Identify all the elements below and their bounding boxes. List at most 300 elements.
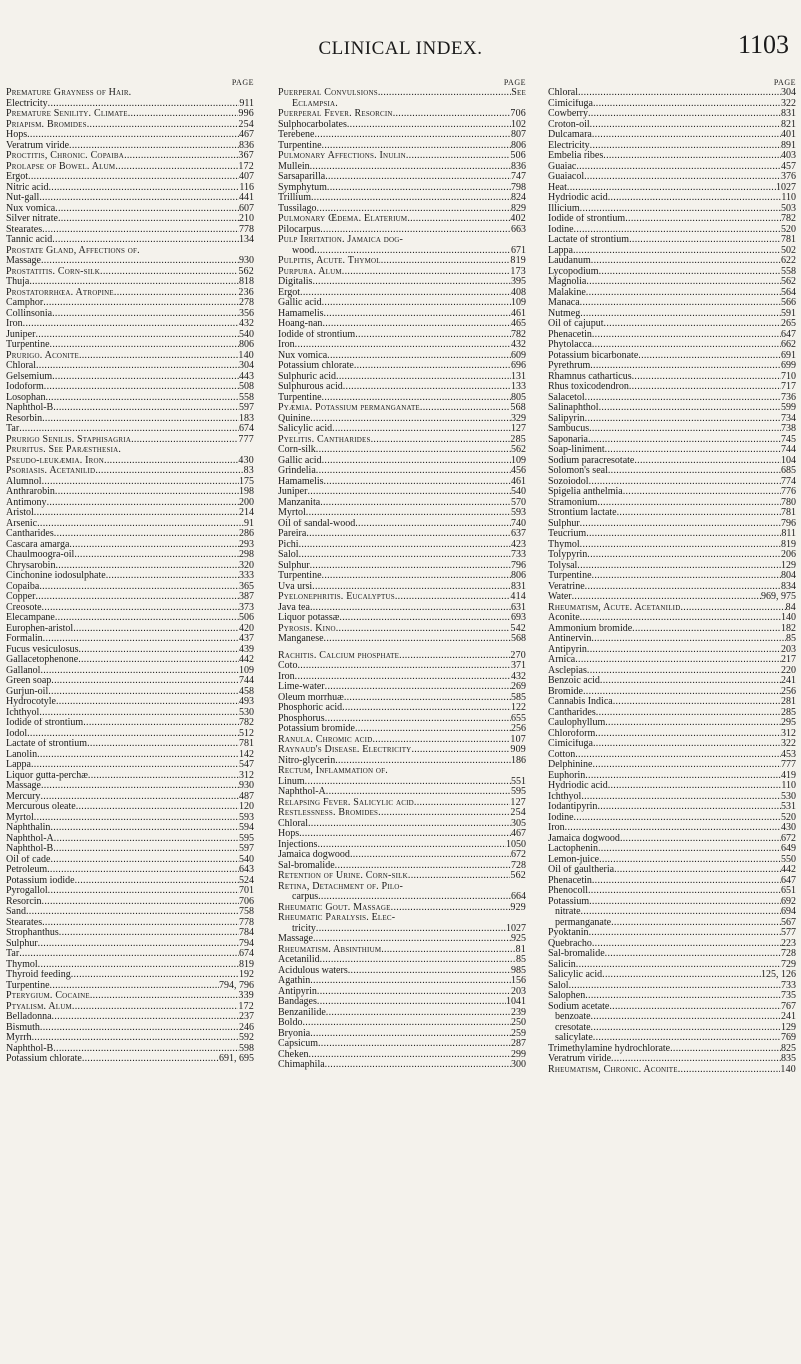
entry-text: Hydrocotyle bbox=[6, 697, 56, 707]
index-entry bbox=[278, 456, 526, 467]
page-reference: 129 bbox=[781, 1022, 796, 1033]
dot-leader bbox=[567, 183, 776, 194]
page-reference: 796 bbox=[781, 518, 796, 529]
dot-leader bbox=[597, 802, 781, 813]
dot-leader bbox=[406, 151, 511, 162]
entry-text: Tannic acid bbox=[6, 235, 53, 245]
dot-leader bbox=[629, 235, 781, 246]
entry-text: Retention of Urine. Corn-silk bbox=[278, 871, 408, 881]
index-entry bbox=[278, 1029, 526, 1040]
dot-leader bbox=[590, 141, 781, 152]
entry-text: Quebracho bbox=[548, 938, 592, 949]
entry-text: Pulpitis, Acute. Thymol bbox=[278, 256, 381, 266]
page-reference: 122 bbox=[511, 703, 526, 713]
entry-text: Bromide bbox=[548, 686, 583, 697]
dot-leader bbox=[23, 319, 239, 330]
dot-leader bbox=[83, 718, 239, 729]
page-reference: 1041 bbox=[506, 997, 526, 1007]
page-reference: 674 bbox=[239, 424, 254, 434]
page-reference: 293 bbox=[239, 539, 254, 550]
dot-leader bbox=[52, 235, 239, 246]
page-reference: 595 bbox=[511, 787, 526, 797]
dot-leader bbox=[58, 214, 239, 225]
page-reference: 782 bbox=[239, 718, 254, 728]
index-entry bbox=[548, 981, 796, 992]
index-entry bbox=[548, 897, 796, 908]
page-reference: 524 bbox=[239, 875, 254, 886]
page-reference: 458 bbox=[239, 686, 254, 697]
dot-leader bbox=[42, 897, 239, 908]
page-reference: 593 bbox=[239, 812, 254, 823]
index-entry bbox=[6, 172, 254, 183]
dot-leader bbox=[50, 340, 239, 351]
dot-leader bbox=[115, 162, 238, 173]
page-reference: 740 bbox=[511, 518, 526, 529]
dot-leader bbox=[312, 582, 511, 593]
page-reference: 647 bbox=[781, 875, 796, 886]
page-reference: 729 bbox=[781, 959, 796, 970]
entry-text: Turpentine bbox=[6, 980, 50, 991]
entry-text: Naphthol-B bbox=[6, 403, 54, 413]
page-reference: 585 bbox=[511, 692, 526, 703]
index-heading bbox=[278, 735, 526, 746]
entry-text: Restlessness. Bromides bbox=[278, 808, 379, 818]
page-reference: 550 bbox=[781, 854, 796, 865]
index-entry bbox=[548, 970, 796, 981]
entry-text: Rectum, Inflammation of. bbox=[278, 766, 388, 776]
page-reference: 728 bbox=[781, 949, 796, 959]
dot-leader bbox=[306, 529, 511, 540]
page-reference: 333 bbox=[239, 571, 254, 581]
page-reference: 909 bbox=[510, 745, 526, 755]
page-reference: 487 bbox=[239, 791, 254, 802]
entry-text: Antimony bbox=[6, 497, 47, 508]
page-reference: 706 bbox=[510, 109, 526, 119]
index-entry bbox=[278, 829, 526, 840]
index-entry bbox=[278, 634, 526, 645]
page-reference: 241 bbox=[781, 676, 796, 686]
entry-text: Sulphur bbox=[278, 560, 310, 571]
page-reference: 246 bbox=[239, 1022, 254, 1033]
dot-leader bbox=[75, 876, 239, 887]
index-heading bbox=[6, 246, 254, 257]
entry-text: Copper bbox=[6, 592, 36, 602]
entry-text: Pulmonary Œdema. Elaterium bbox=[278, 214, 408, 224]
page-reference: 821 bbox=[781, 119, 796, 130]
dot-leader bbox=[589, 928, 781, 939]
index-entry bbox=[6, 99, 254, 110]
index-heading bbox=[278, 766, 526, 777]
index-entry bbox=[548, 435, 796, 446]
index-entry bbox=[6, 781, 254, 792]
entry-text: Gallic acid bbox=[278, 298, 322, 308]
page-reference: 836 bbox=[239, 140, 254, 151]
entry-text: Arnica bbox=[548, 655, 576, 665]
index-entry bbox=[278, 582, 526, 593]
dot-leader bbox=[311, 193, 511, 204]
dot-leader bbox=[678, 1065, 781, 1076]
entry-text: Veratrum viride bbox=[548, 1054, 612, 1064]
index-entry bbox=[6, 886, 254, 897]
page-reference: 577 bbox=[781, 928, 796, 938]
index-entry bbox=[6, 771, 254, 782]
page-reference: 339 bbox=[238, 991, 254, 1001]
dot-leader bbox=[42, 414, 239, 425]
entry-text: Sal-bromalide bbox=[548, 949, 605, 959]
entry-text: Cantharides bbox=[6, 529, 54, 539]
dot-leader bbox=[381, 945, 515, 956]
entry-text: Arsenic bbox=[6, 518, 38, 529]
index-entry bbox=[6, 1054, 254, 1065]
page-reference: 568 bbox=[511, 634, 526, 644]
index-entry bbox=[278, 466, 526, 477]
page-reference: 778 bbox=[239, 224, 254, 235]
entry-text: Pyæmia. Potassium permanganate bbox=[278, 403, 420, 413]
dot-leader bbox=[82, 1054, 219, 1065]
dot-leader bbox=[29, 277, 239, 288]
index-entry bbox=[6, 897, 254, 908]
dot-leader bbox=[586, 277, 781, 288]
page-reference: 116 bbox=[239, 182, 254, 193]
page-reference: 530 bbox=[781, 791, 796, 802]
entry-text: Naphthalin bbox=[6, 823, 51, 833]
entry-text: Phosphorus bbox=[278, 713, 325, 724]
dot-leader bbox=[73, 624, 239, 635]
page-reference: 558 bbox=[239, 392, 254, 403]
index-entry bbox=[6, 1033, 254, 1044]
dot-leader bbox=[305, 777, 511, 788]
dot-leader bbox=[48, 183, 239, 194]
dot-leader bbox=[625, 214, 781, 225]
page-reference: 395 bbox=[511, 277, 526, 287]
entry-text: Sal-bromalide bbox=[278, 860, 335, 871]
entry-text: Prurigo Senilis. Staphisagria bbox=[6, 434, 132, 445]
entry-text: Electricity bbox=[6, 98, 48, 109]
index-entry bbox=[6, 634, 254, 645]
entry-text: Anthrarobin bbox=[6, 487, 55, 497]
page-reference: 285 bbox=[781, 707, 796, 718]
index-entry bbox=[548, 445, 796, 456]
page-reference: 671 bbox=[511, 245, 526, 256]
dot-leader bbox=[355, 724, 511, 735]
page-reference: 597 bbox=[239, 844, 254, 854]
entry-text: Cinchonine iodosulphate bbox=[6, 571, 106, 581]
dot-leader bbox=[318, 1039, 511, 1050]
index-entry bbox=[548, 162, 796, 173]
entry-text: Thuja bbox=[6, 277, 30, 287]
page-reference: 186 bbox=[511, 755, 526, 766]
page-reference: 104 bbox=[781, 455, 796, 466]
page-number: 1103 bbox=[737, 30, 789, 59]
dot-leader bbox=[399, 651, 510, 662]
entry-text: Thyroid feeding bbox=[6, 970, 71, 980]
dot-leader bbox=[299, 540, 511, 551]
page-reference: 365 bbox=[239, 581, 254, 592]
entry-text: Pyelonephritis. Eucalyptus bbox=[278, 592, 395, 602]
entry-text: Massage bbox=[6, 256, 41, 266]
page-reference: 102 bbox=[511, 119, 526, 130]
dot-leader bbox=[78, 655, 239, 666]
dot-leader bbox=[591, 1012, 781, 1023]
index-entry bbox=[548, 823, 796, 834]
page-reference: 456 bbox=[511, 466, 526, 476]
dot-leader bbox=[591, 1023, 781, 1034]
index-entry bbox=[6, 655, 254, 666]
dot-leader bbox=[325, 682, 511, 693]
entry-text: Manaca bbox=[548, 298, 580, 308]
entry-text: Pichi bbox=[278, 539, 299, 550]
index-entry bbox=[548, 204, 796, 215]
entry-text: Acidulous waters bbox=[278, 965, 348, 976]
index-entry bbox=[548, 750, 796, 761]
dot-leader bbox=[37, 519, 244, 530]
dot-leader bbox=[586, 529, 781, 540]
dot-leader bbox=[395, 592, 511, 603]
dot-leader bbox=[585, 582, 781, 593]
entry-text: Puerperal Convulsions. bbox=[278, 88, 381, 98]
page-reference: 442 bbox=[781, 865, 796, 875]
dot-leader bbox=[336, 372, 511, 383]
entry-text: Ergot bbox=[6, 172, 29, 182]
index-entry bbox=[6, 256, 254, 267]
dot-leader bbox=[72, 1002, 238, 1013]
entry-text: Salacetol bbox=[548, 392, 585, 403]
entry-text: Chloral bbox=[548, 88, 578, 98]
index-entry bbox=[278, 277, 526, 288]
index-entry bbox=[278, 934, 526, 945]
entry-text: Thymol bbox=[548, 539, 580, 550]
index-entry bbox=[6, 1012, 254, 1023]
index-entry bbox=[278, 703, 526, 714]
index-entry bbox=[548, 928, 796, 939]
entry-text: Oil of cajuput bbox=[548, 319, 604, 329]
index-entry bbox=[548, 1002, 796, 1013]
index-heading bbox=[6, 351, 254, 362]
entry-text: Prostate Gland, Affections of. bbox=[6, 245, 140, 256]
dot-leader bbox=[50, 855, 239, 866]
entry-text: Prostatorrhœa. Atropine bbox=[6, 287, 114, 298]
index-entry bbox=[278, 382, 526, 393]
dot-leader bbox=[42, 225, 239, 236]
dot-leader bbox=[586, 288, 781, 299]
page-reference: 1027 bbox=[776, 182, 796, 193]
page-reference: 320 bbox=[239, 560, 254, 571]
index-heading bbox=[6, 120, 254, 131]
index-heading bbox=[278, 913, 526, 924]
dot-leader bbox=[608, 193, 782, 204]
entry-text: Saponaria bbox=[548, 434, 588, 445]
dot-leader bbox=[408, 871, 510, 882]
dot-leader bbox=[69, 141, 239, 152]
entry-text: Asclepias bbox=[548, 665, 587, 676]
page-reference: 198 bbox=[239, 487, 254, 497]
page-reference: 672 bbox=[511, 850, 526, 860]
dot-leader bbox=[326, 1008, 511, 1019]
entry-text: Thymol bbox=[6, 959, 38, 970]
index-heading bbox=[278, 871, 526, 882]
page-reference: 269 bbox=[511, 682, 526, 692]
index-entry bbox=[548, 109, 796, 120]
page-reference: 655 bbox=[511, 713, 526, 724]
index-entry bbox=[278, 987, 526, 998]
entry-text: Iodine bbox=[548, 812, 574, 823]
dot-leader bbox=[106, 571, 239, 582]
index-entry bbox=[278, 372, 526, 383]
entry-text: Agathin bbox=[278, 976, 311, 986]
index-entry bbox=[548, 792, 796, 803]
entry-text: Potassium bromide bbox=[278, 724, 355, 734]
index-entry bbox=[278, 1060, 526, 1071]
index-entry bbox=[6, 592, 254, 603]
dot-leader bbox=[602, 970, 761, 981]
page-reference: 1027 bbox=[506, 923, 526, 934]
index-entry bbox=[6, 760, 254, 771]
page-reference: 304 bbox=[239, 361, 254, 371]
index-entry bbox=[278, 414, 526, 425]
page-header bbox=[0, 0, 801, 70]
dot-leader bbox=[324, 309, 511, 320]
dot-leader bbox=[308, 819, 511, 830]
entry-text: Manganese bbox=[278, 634, 324, 644]
page-reference: 81 bbox=[515, 944, 526, 955]
index-heading bbox=[6, 109, 254, 120]
page-reference: 701 bbox=[239, 886, 254, 896]
page-reference: 203 bbox=[511, 986, 526, 997]
dot-leader bbox=[95, 466, 243, 477]
index-entry bbox=[278, 672, 526, 683]
dot-leader bbox=[36, 361, 239, 372]
dot-leader bbox=[670, 1044, 781, 1055]
entry-text: Salophen bbox=[548, 991, 586, 1001]
dot-leader bbox=[591, 256, 781, 267]
entry-text: Hops bbox=[278, 829, 300, 839]
index-entry bbox=[6, 225, 254, 236]
page-reference: 784 bbox=[239, 928, 254, 938]
entry-text: Lactophenin bbox=[548, 844, 598, 854]
dot-leader bbox=[100, 267, 238, 278]
index-entry bbox=[6, 424, 254, 435]
page-reference: 182 bbox=[781, 623, 796, 634]
dot-leader bbox=[585, 414, 781, 425]
page-reference: 131 bbox=[511, 371, 526, 382]
entry-text: Belladonna bbox=[6, 1012, 52, 1022]
index-entry bbox=[278, 172, 526, 183]
page-reference: 312 bbox=[781, 728, 796, 739]
index-entry bbox=[548, 1012, 796, 1023]
dot-leader bbox=[310, 561, 511, 572]
dot-leader bbox=[411, 745, 510, 756]
page-reference: 566 bbox=[781, 298, 796, 308]
page-reference: 502 bbox=[781, 245, 796, 256]
page-reference: 829 bbox=[511, 203, 526, 214]
entry-text: permanganate bbox=[555, 917, 612, 928]
index-entry bbox=[548, 372, 796, 383]
page-reference: 769 bbox=[781, 1033, 796, 1043]
index-entry bbox=[548, 571, 796, 582]
dot-leader bbox=[27, 729, 239, 740]
dot-leader bbox=[632, 372, 781, 383]
dot-leader bbox=[317, 204, 511, 215]
dot-leader bbox=[599, 855, 781, 866]
entry-text: Salicin bbox=[548, 959, 576, 970]
page-reference: 125, 126 bbox=[761, 970, 796, 980]
index-entry bbox=[548, 99, 796, 110]
entry-text: Lycopodium bbox=[548, 266, 599, 277]
entry-text: Hydriodic acid bbox=[548, 781, 608, 791]
index-entry bbox=[548, 886, 796, 897]
dot-leader bbox=[322, 141, 511, 152]
index-entry bbox=[548, 729, 796, 740]
entry-text: Potassium iodide bbox=[6, 875, 75, 886]
page-reference: 107 bbox=[510, 734, 526, 745]
page-reference: 825 bbox=[781, 1043, 796, 1054]
page-reference: 777 bbox=[781, 760, 796, 770]
index-entry bbox=[278, 613, 526, 624]
index-entry bbox=[548, 120, 796, 131]
index-heading bbox=[548, 1065, 796, 1076]
dot-leader bbox=[322, 393, 511, 404]
index-entry bbox=[6, 865, 254, 876]
dot-leader bbox=[378, 808, 510, 819]
dot-leader bbox=[90, 991, 239, 1002]
entry-text: Rheumatism, Acute. Acetanilid bbox=[548, 602, 681, 613]
page-reference: 239 bbox=[511, 1007, 526, 1018]
dot-leader bbox=[588, 435, 781, 446]
dot-leader bbox=[35, 592, 239, 603]
index-heading bbox=[278, 745, 526, 756]
index-entry bbox=[548, 687, 796, 698]
index-entry bbox=[278, 162, 526, 173]
dot-leader bbox=[592, 340, 781, 351]
entry-text: Cheken bbox=[278, 1049, 309, 1060]
entry-text: Trillium bbox=[278, 193, 311, 203]
page-reference: 734 bbox=[781, 413, 796, 424]
entry-text: tricity bbox=[292, 923, 316, 934]
dot-leader bbox=[43, 634, 239, 645]
entry-text: Pyoktanin bbox=[548, 928, 589, 938]
dot-leader bbox=[316, 466, 511, 477]
dot-leader bbox=[42, 603, 239, 614]
index-heading bbox=[278, 109, 526, 120]
page-reference: 609 bbox=[511, 350, 526, 361]
dot-leader bbox=[355, 330, 511, 341]
entry-text: Phenacetin bbox=[548, 875, 592, 886]
entry-text: Digitalis bbox=[278, 277, 313, 287]
index-entry bbox=[548, 991, 796, 1002]
entry-text: Acetanilid bbox=[278, 955, 320, 965]
index-entry bbox=[6, 939, 254, 950]
dot-leader bbox=[584, 172, 781, 183]
index-entry bbox=[548, 393, 796, 404]
entry-text: Ichthyol bbox=[6, 707, 40, 718]
page-reference: 824 bbox=[511, 193, 526, 203]
page-reference: 461 bbox=[511, 308, 526, 319]
dot-leader bbox=[320, 498, 511, 509]
index-entry bbox=[548, 361, 796, 372]
index-entry bbox=[548, 183, 796, 194]
entry-text: Nutmeg bbox=[548, 308, 581, 319]
dot-leader bbox=[71, 970, 239, 981]
dot-leader bbox=[597, 498, 781, 509]
index-entry bbox=[6, 603, 254, 614]
page-reference: 776 bbox=[781, 487, 796, 497]
page-reference: 443 bbox=[239, 371, 254, 382]
page-reference: 662 bbox=[781, 340, 796, 350]
entry-text: Pulmonary Affections. Inulin bbox=[278, 151, 406, 161]
entry-text: Sulphur bbox=[6, 938, 38, 949]
entry-text: Veratrum viride bbox=[6, 140, 70, 151]
index-entry bbox=[278, 130, 526, 141]
